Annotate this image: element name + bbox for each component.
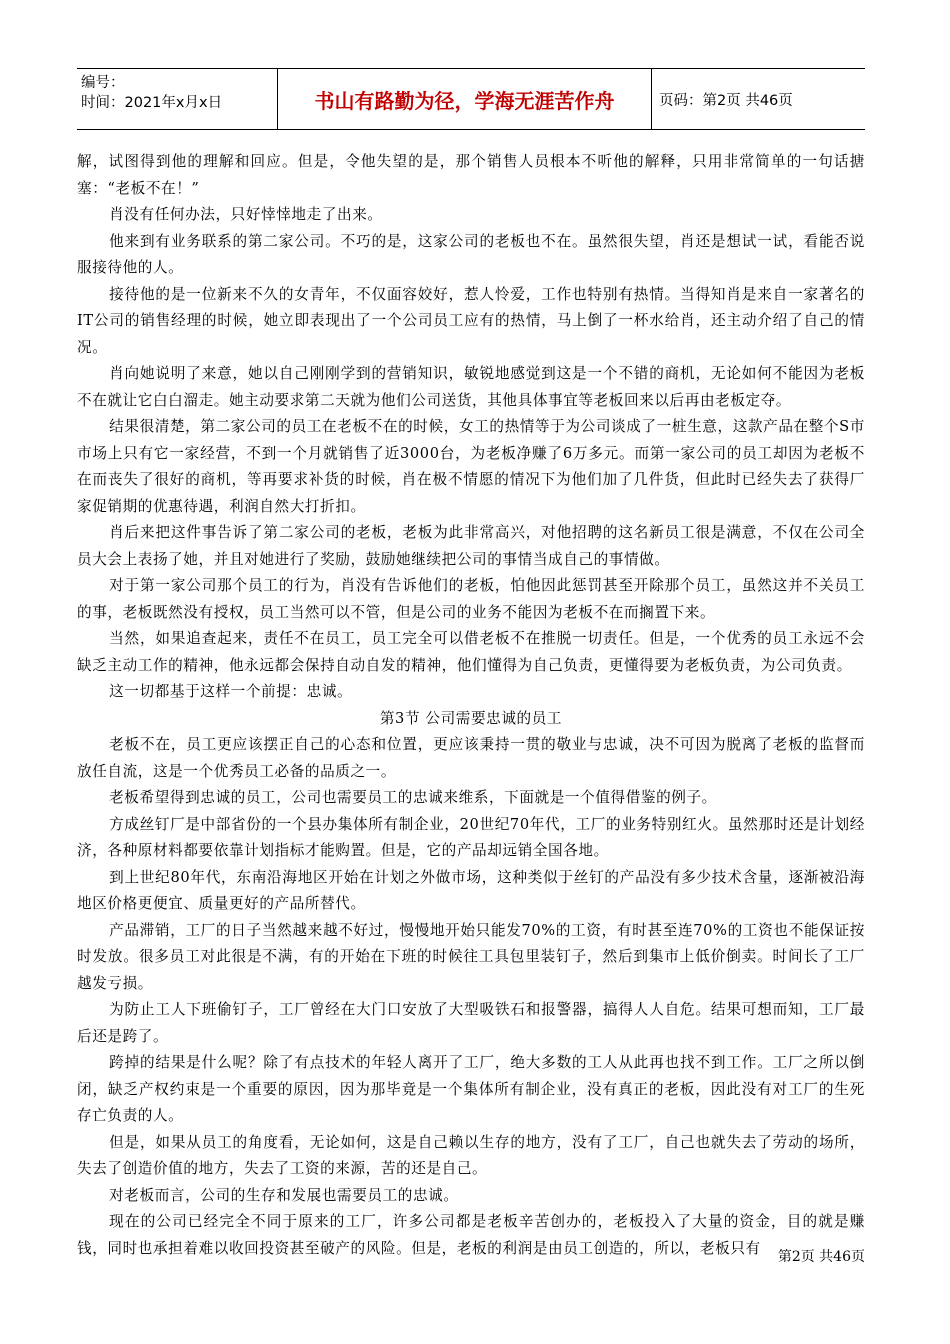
paragraph: 结果很清楚，第二家公司的员工在老板不在的时候，女工的热情等于为公司谈成了一桩生意，这款产品在整个S市市场上只有它一家经营，不到一个月就销售了近3000台，为老板净赚了6万多元。而第一家公司的员工却因为老板不在而丧失了很好的商机，等再要求补货的时候，肖在极不情愿的情况下为他们加了几件货，但此时已经失去了获得厂家促销期的优惠待遇，利润自然大打折扣。 [77,418,865,515]
document-date-label: 时间：2021年x月x日 [81,95,223,111]
paragraph: 老板希望得到忠诚的员工，公司也需要员工的忠诚来维系，下面就是一个值得借鉴的例子。 [109,789,717,806]
page-footer: 第2页 共46页 [777,1249,865,1265]
document-number-label: 编号： [81,75,125,91]
section-heading: 第3节 公司需要忠诚的员工 [379,709,563,727]
paragraph: 对老板而言，公司的生存和发展也需要员工的忠诚。 [109,1186,459,1204]
paragraph: 方成丝钉厂是中部省份的一个县办集体所有制企业，20世纪70年代，工厂的业务特别红火。虽然那时还是计划经济，各种原材料都要依靠计划指标才能购置。但是，它的产品却远销全国各地。 [77,815,865,859]
paragraph: 现在的公司已经完全不同于原来的工厂，许多公司都是老板辛苦创办的，老板投入了大量的资金，目的就是赚钱，同时也承担着难以收回投资甚至破产的风险。但是，老板的利润是由员工创造的，所以，老板只有 [77,1213,865,1257]
paragraph: 对于第一家公司那个员工的行为，肖没有告诉他们的老板，怕他因此惩罚甚至开除那个员工，虽然这并不关员工的事，老板既然没有授权，员工当然可以不管，但是公司的业务不能因为老板不在而搁置下来。 [77,577,865,621]
paragraph: 肖向她说明了来意，她以自己刚刚学到的营销知识，敏锐地感觉到这是一个不错的商机，无论如何不能因为老板不在就让它白白溜走。她主动要求第二天就为他们公司送货，其他具体事宜等老板回来以后再由老板定夺。 [77,365,865,409]
paragraph: 接待他的是一位新来不久的女青年，不仅面容姣好，惹人怜爱，工作也特别有热情。当得知肖是来自一家著名的IT公司的销售经理的时候，她立即表现出了一个公司员工应有的热情，马上倒了一杯水给肖，还主动介绍了自己的情况。 [77,285,865,356]
page-header [77,68,865,130]
paragraph: 产品滞销，工厂的日子当然越来越不好过，慢慢地开始只能发70%的工资，有时甚至连70%的工资也不能保证按时发放。很多员工对此很是不满，有的开始在下班的时候往工具包里装钉子，然后到集市上低价倒卖。时间长了工厂越发亏损。 [77,921,865,992]
paragraph: 当然，如果追查起来，责任不在员工，员工完全可以借老板不在推脱一切责任。但是，一个优秀的员工永远不会缺乏主动工作的精神，他永远都会保持自动自发的精神，他们懂得为自己负责，更懂得要为老板负责，为公司负责。 [77,630,865,674]
paragraph: 跨掉的结果是什么呢？除了有点技术的年轻人离开了工厂，绝大多数的工人从此再也找不到工作。工厂之所以倒闭，缺乏产权约束是一个重要的原因，因为那毕竟是一个集体所有制企业，没有真正的老板，因此没有对工厂的生死存亡负责的人。 [77,1054,865,1124]
header-motto: 书山有路勤为径，学海无涯苦作舟 [278,69,652,129]
header-page-number: 页码：第2页 共46页 [659,92,793,109]
paragraph: 这一切都基于这样一个前提：忠诚。 [109,683,353,700]
paragraph: 为防止工人下班偷钉子，工厂曾经在大门口安放了大型吸铁石和报警器，搞得人人自危。结果可想而知，工厂最后还是跨了。 [77,1001,865,1045]
paragraph: 老板不在，员工更应该摆正自己的心态和位置，更应该秉持一贯的敬业与忠诚，决不可因为脱离了老板的监督而放任自流，这是一个优秀员工必备的品质之一。 [77,736,865,780]
paragraph: 肖后来把这件事告诉了第二家公司的老板，老板为此非常高兴，对他招聘的这名新员工很是满意，不仅在公司全员大会上表扬了她，并且对她进行了奖励，鼓励她继续把公司的事情当成自己的事情做。 [77,524,865,568]
paragraph: 到上世纪80年代，东南沿海地区开始在计划之外做市场，这种类似于丝钉的产品没有多少技术含量，逐渐被沿海地区价格更便宜、质量更好的产品所替代。 [77,868,865,912]
paragraph: 他来到有业务联系的第二家公司。不巧的是，这家公司的老板也不在。虽然很失望，肖还是想试一试，看能否说服接待他的人。 [77,232,865,276]
paragraph: 但是，如果从员工的角度看，无论如何，这是自己赖以生存的地方，没有了工厂，自己也就失去了劳动的场所，失去了创造价值的地方，失去了工资的来源，苦的还是自己。 [77,1133,865,1177]
header-meta-cell [77,69,278,129]
paragraph: 肖没有任何办法，只好悻悻地走了出来。 [109,206,383,223]
document-body [77,149,865,1262]
paragraph: 解，试图得到他的理解和回应。但是，令他失望的是，那个销售人员根本不听他的解释，只用非常简单的一句话搪塞：“老板不在！” [77,153,865,197]
